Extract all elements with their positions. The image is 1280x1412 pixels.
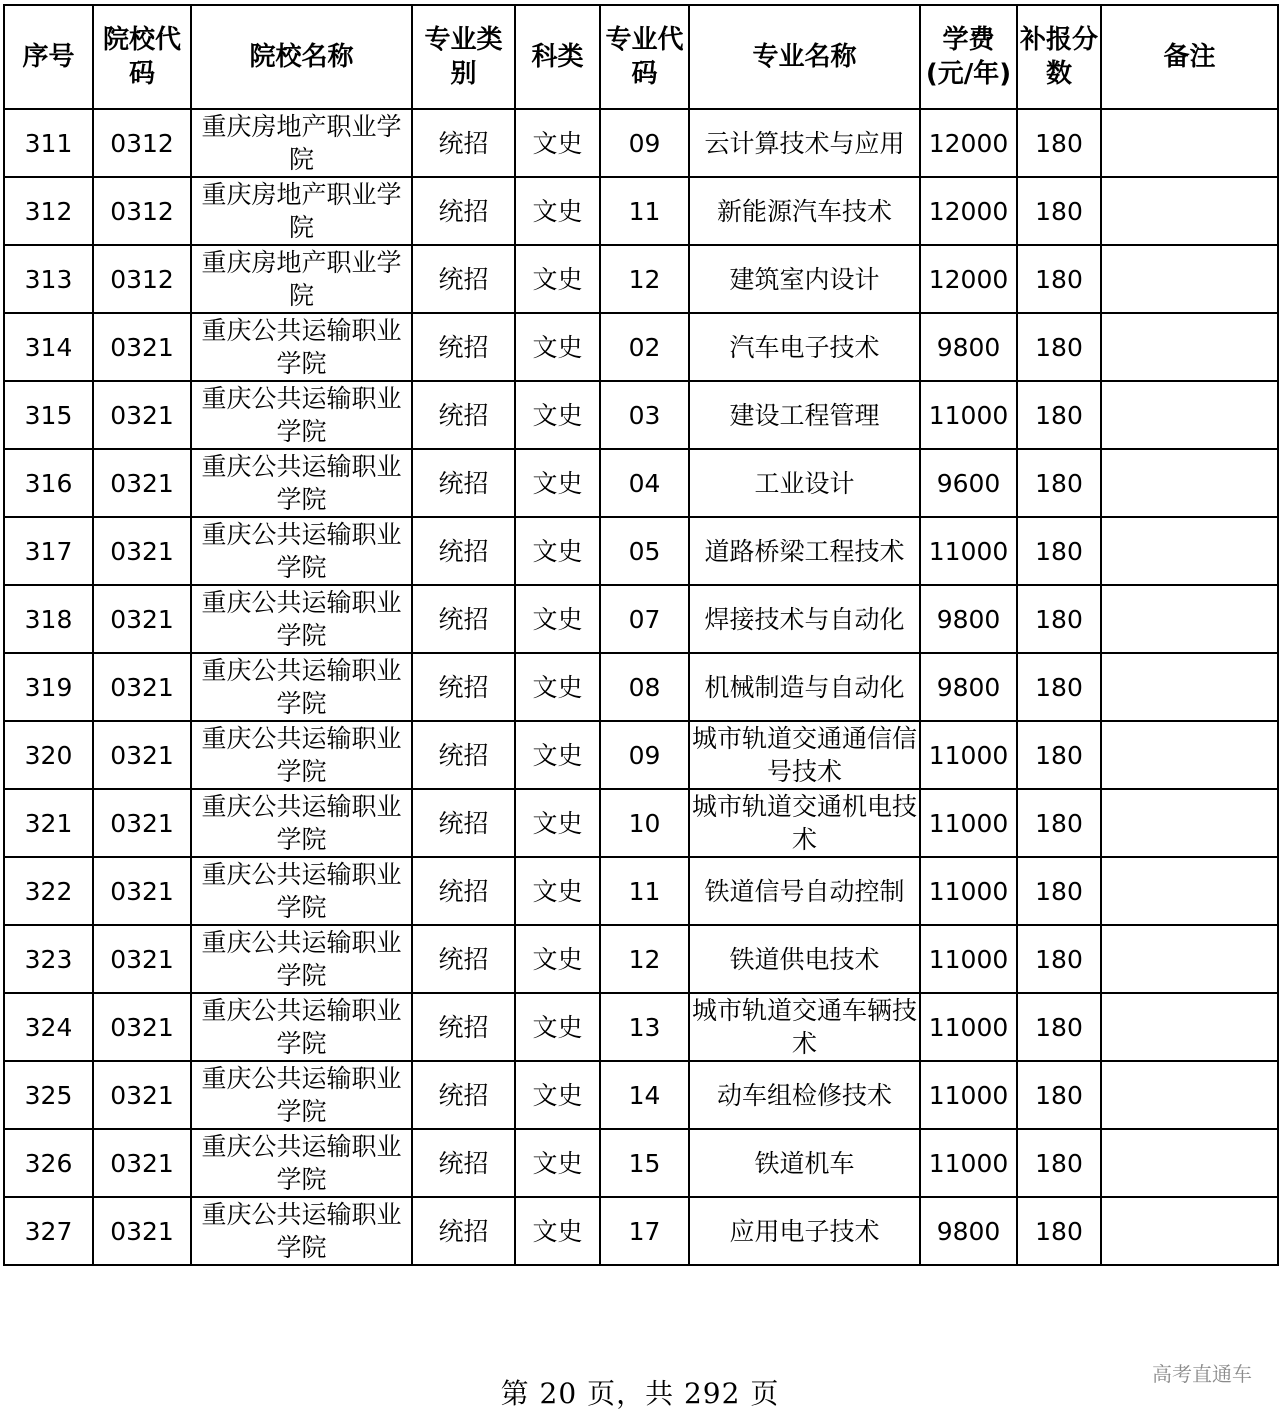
table-body (4, 109, 1278, 1265)
cell-school-name: 重庆公共运输职业学院 (191, 1061, 412, 1129)
cell-supplement-score: 180 (1017, 721, 1101, 789)
cell-school-code: 0321 (93, 449, 191, 517)
cell-school-code: 0312 (93, 245, 191, 313)
cell-major-name: 汽车电子技术 (689, 313, 920, 381)
cell-supplement-score: 180 (1017, 381, 1101, 449)
cell-school-code: 0312 (93, 177, 191, 245)
cell-school-code: 0321 (93, 653, 191, 721)
cell-major-name: 新能源汽车技术 (689, 177, 920, 245)
cell-major-code: 04 (600, 449, 689, 517)
cell-seq: 319 (4, 653, 93, 721)
cell-subject-type: 文史 (515, 313, 600, 381)
cell-supplement-score: 180 (1017, 1197, 1101, 1265)
cell-school-code: 0312 (93, 109, 191, 177)
cell-tuition: 9800 (920, 1197, 1017, 1265)
cell-tuition: 11000 (920, 381, 1017, 449)
cell-school-code: 0321 (93, 857, 191, 925)
cell-seq: 324 (4, 993, 93, 1061)
table-row (4, 857, 1278, 925)
cell-subject-type: 文史 (515, 789, 600, 857)
cell-remarks (1101, 449, 1278, 517)
cell-school-name: 重庆公共运输职业学院 (191, 993, 412, 1061)
header-subject-type: 科类 (515, 5, 600, 109)
cell-seq: 313 (4, 245, 93, 313)
cell-school-code: 0321 (93, 1197, 191, 1265)
table-header (4, 5, 1278, 109)
cell-school-name: 重庆公共运输职业学院 (191, 1197, 412, 1265)
cell-school-code: 0321 (93, 721, 191, 789)
table-row (4, 721, 1278, 789)
cell-major-code: 12 (600, 245, 689, 313)
cell-major-name: 建设工程管理 (689, 381, 920, 449)
cell-supplement-score: 180 (1017, 109, 1101, 177)
header-major-name: 专业名称 (689, 5, 920, 109)
cell-major-code: 07 (600, 585, 689, 653)
page-number: 第 20 页，共 292 页 (500, 1377, 780, 1410)
header-remarks: 备注 (1101, 5, 1278, 109)
cell-tuition: 11000 (920, 925, 1017, 993)
header-school-name: 院校名称 (191, 5, 412, 109)
cell-supplement-score: 180 (1017, 313, 1101, 381)
cell-school-name: 重庆房地产职业学院 (191, 109, 412, 177)
cell-supplement-score: 180 (1017, 789, 1101, 857)
cell-seq: 321 (4, 789, 93, 857)
cell-remarks (1101, 857, 1278, 925)
table-row (4, 993, 1278, 1061)
cell-tuition: 12000 (920, 177, 1017, 245)
cell-supplement-score: 180 (1017, 1129, 1101, 1197)
cell-school-code: 0321 (93, 517, 191, 585)
table-row (4, 789, 1278, 857)
cell-tuition: 11000 (920, 857, 1017, 925)
watermark: 高考直通车 (1152, 1362, 1252, 1386)
cell-tuition: 12000 (920, 245, 1017, 313)
cell-major-category: 统招 (412, 381, 515, 449)
cell-tuition: 9800 (920, 585, 1017, 653)
cell-tuition: 12000 (920, 109, 1017, 177)
cell-tuition: 9800 (920, 313, 1017, 381)
cell-subject-type: 文史 (515, 517, 600, 585)
cell-tuition: 11000 (920, 789, 1017, 857)
cell-subject-type: 文史 (515, 585, 600, 653)
cell-seq: 312 (4, 177, 93, 245)
cell-school-name: 重庆公共运输职业学院 (191, 925, 412, 993)
cell-major-category: 统招 (412, 177, 515, 245)
cell-subject-type: 文史 (515, 857, 600, 925)
cell-major-category: 统招 (412, 585, 515, 653)
cell-school-code: 0321 (93, 1061, 191, 1129)
cell-subject-type: 文史 (515, 381, 600, 449)
cell-major-code: 05 (600, 517, 689, 585)
cell-major-code: 08 (600, 653, 689, 721)
cell-major-category: 统招 (412, 1061, 515, 1129)
cell-major-name: 铁道机车 (689, 1129, 920, 1197)
cell-seq: 323 (4, 925, 93, 993)
cell-school-code: 0321 (93, 313, 191, 381)
cell-supplement-score: 180 (1017, 177, 1101, 245)
cell-seq: 315 (4, 381, 93, 449)
header-seq: 序号 (4, 5, 93, 109)
header-tuition: 学费(元/年) (920, 5, 1017, 109)
cell-remarks (1101, 245, 1278, 313)
cell-tuition: 11000 (920, 721, 1017, 789)
table-row (4, 1061, 1278, 1129)
cell-remarks (1101, 721, 1278, 789)
table-row (4, 925, 1278, 993)
table-row (4, 109, 1278, 177)
cell-seq: 316 (4, 449, 93, 517)
cell-subject-type: 文史 (515, 1061, 600, 1129)
table-row (4, 1129, 1278, 1197)
cell-school-name: 重庆公共运输职业学院 (191, 857, 412, 925)
cell-supplement-score: 180 (1017, 517, 1101, 585)
cell-major-code: 17 (600, 1197, 689, 1265)
cell-major-category: 统招 (412, 857, 515, 925)
table-row (4, 653, 1278, 721)
cell-seq: 314 (4, 313, 93, 381)
cell-subject-type: 文史 (515, 245, 600, 313)
cell-subject-type: 文史 (515, 925, 600, 993)
cell-school-name: 重庆公共运输职业学院 (191, 313, 412, 381)
cell-major-name: 城市轨道交通车辆技术 (689, 993, 920, 1061)
admissions-table (3, 4, 1279, 1266)
cell-school-name: 重庆公共运输职业学院 (191, 721, 412, 789)
cell-school-name: 重庆公共运输职业学院 (191, 653, 412, 721)
cell-subject-type: 文史 (515, 1129, 600, 1197)
header-row (4, 5, 1278, 109)
cell-major-category: 统招 (412, 993, 515, 1061)
cell-school-name: 重庆公共运输职业学院 (191, 1129, 412, 1197)
cell-major-category: 统招 (412, 245, 515, 313)
cell-seq: 311 (4, 109, 93, 177)
cell-supplement-score: 180 (1017, 653, 1101, 721)
cell-major-code: 10 (600, 789, 689, 857)
cell-tuition: 9600 (920, 449, 1017, 517)
cell-subject-type: 文史 (515, 1197, 600, 1265)
cell-major-name: 城市轨道交通机电技术 (689, 789, 920, 857)
cell-major-name: 铁道信号自动控制 (689, 857, 920, 925)
cell-remarks (1101, 1129, 1278, 1197)
cell-school-code: 0321 (93, 585, 191, 653)
cell-supplement-score: 180 (1017, 925, 1101, 993)
cell-remarks (1101, 653, 1278, 721)
cell-tuition: 11000 (920, 1061, 1017, 1129)
cell-major-code: 03 (600, 381, 689, 449)
cell-major-category: 统招 (412, 517, 515, 585)
cell-seq: 322 (4, 857, 93, 925)
header-major-code: 专业代码 (600, 5, 689, 109)
cell-major-code: 09 (600, 721, 689, 789)
cell-major-code: 15 (600, 1129, 689, 1197)
cell-school-code: 0321 (93, 993, 191, 1061)
cell-seq: 317 (4, 517, 93, 585)
cell-remarks (1101, 1197, 1278, 1265)
cell-major-code: 02 (600, 313, 689, 381)
cell-remarks (1101, 585, 1278, 653)
table-row (4, 177, 1278, 245)
cell-major-name: 建筑室内设计 (689, 245, 920, 313)
cell-major-name: 焊接技术与自动化 (689, 585, 920, 653)
cell-school-name: 重庆房地产职业学院 (191, 245, 412, 313)
table-row (4, 449, 1278, 517)
cell-school-code: 0321 (93, 789, 191, 857)
cell-major-name: 应用电子技术 (689, 1197, 920, 1265)
cell-subject-type: 文史 (515, 177, 600, 245)
table-row (4, 1197, 1278, 1265)
header-school-code: 院校代码 (93, 5, 191, 109)
cell-seq: 320 (4, 721, 93, 789)
cell-seq: 326 (4, 1129, 93, 1197)
table-row (4, 313, 1278, 381)
cell-tuition: 11000 (920, 1129, 1017, 1197)
cell-remarks (1101, 789, 1278, 857)
cell-major-code: 12 (600, 925, 689, 993)
cell-major-name: 机械制造与自动化 (689, 653, 920, 721)
cell-major-category: 统招 (412, 449, 515, 517)
cell-major-category: 统招 (412, 721, 515, 789)
cell-remarks (1101, 109, 1278, 177)
cell-major-category: 统招 (412, 789, 515, 857)
cell-school-name: 重庆房地产职业学院 (191, 177, 412, 245)
cell-supplement-score: 180 (1017, 449, 1101, 517)
cell-major-name: 动车组检修技术 (689, 1061, 920, 1129)
cell-subject-type: 文史 (515, 449, 600, 517)
cell-supplement-score: 180 (1017, 993, 1101, 1061)
cell-supplement-score: 180 (1017, 585, 1101, 653)
cell-supplement-score: 180 (1017, 245, 1101, 313)
cell-major-name: 道路桥梁工程技术 (689, 517, 920, 585)
cell-school-name: 重庆公共运输职业学院 (191, 381, 412, 449)
cell-supplement-score: 180 (1017, 1061, 1101, 1129)
cell-remarks (1101, 1061, 1278, 1129)
cell-seq: 327 (4, 1197, 93, 1265)
header-major-category: 专业类别 (412, 5, 515, 109)
cell-tuition: 11000 (920, 517, 1017, 585)
cell-school-name: 重庆公共运输职业学院 (191, 517, 412, 585)
cell-seq: 325 (4, 1061, 93, 1129)
cell-major-name: 城市轨道交通通信信号技术 (689, 721, 920, 789)
cell-major-name: 云计算技术与应用 (689, 109, 920, 177)
cell-remarks (1101, 381, 1278, 449)
cell-tuition: 9800 (920, 653, 1017, 721)
table-row (4, 245, 1278, 313)
cell-remarks (1101, 993, 1278, 1061)
cell-supplement-score: 180 (1017, 857, 1101, 925)
cell-school-name: 重庆公共运输职业学院 (191, 449, 412, 517)
cell-major-name: 铁道供电技术 (689, 925, 920, 993)
cell-major-code: 13 (600, 993, 689, 1061)
cell-major-name: 工业设计 (689, 449, 920, 517)
cell-subject-type: 文史 (515, 653, 600, 721)
cell-major-category: 统招 (412, 925, 515, 993)
cell-major-code: 14 (600, 1061, 689, 1129)
cell-school-code: 0321 (93, 381, 191, 449)
cell-major-category: 统招 (412, 653, 515, 721)
cell-remarks (1101, 313, 1278, 381)
cell-seq: 318 (4, 585, 93, 653)
table-row (4, 381, 1278, 449)
cell-major-category: 统招 (412, 313, 515, 381)
table-row (4, 517, 1278, 585)
cell-major-category: 统招 (412, 1197, 515, 1265)
cell-school-code: 0321 (93, 1129, 191, 1197)
cell-major-code: 11 (600, 177, 689, 245)
table-row (4, 585, 1278, 653)
cell-subject-type: 文史 (515, 721, 600, 789)
cell-school-code: 0321 (93, 925, 191, 993)
cell-major-code: 11 (600, 857, 689, 925)
cell-remarks (1101, 517, 1278, 585)
cell-subject-type: 文史 (515, 993, 600, 1061)
cell-tuition: 11000 (920, 993, 1017, 1061)
header-supplement-score: 补报分数 (1017, 5, 1101, 109)
cell-remarks (1101, 925, 1278, 993)
cell-school-name: 重庆公共运输职业学院 (191, 789, 412, 857)
cell-major-category: 统招 (412, 109, 515, 177)
cell-subject-type: 文史 (515, 109, 600, 177)
cell-major-code: 09 (600, 109, 689, 177)
cell-major-category: 统招 (412, 1129, 515, 1197)
cell-school-name: 重庆公共运输职业学院 (191, 585, 412, 653)
cell-remarks (1101, 177, 1278, 245)
